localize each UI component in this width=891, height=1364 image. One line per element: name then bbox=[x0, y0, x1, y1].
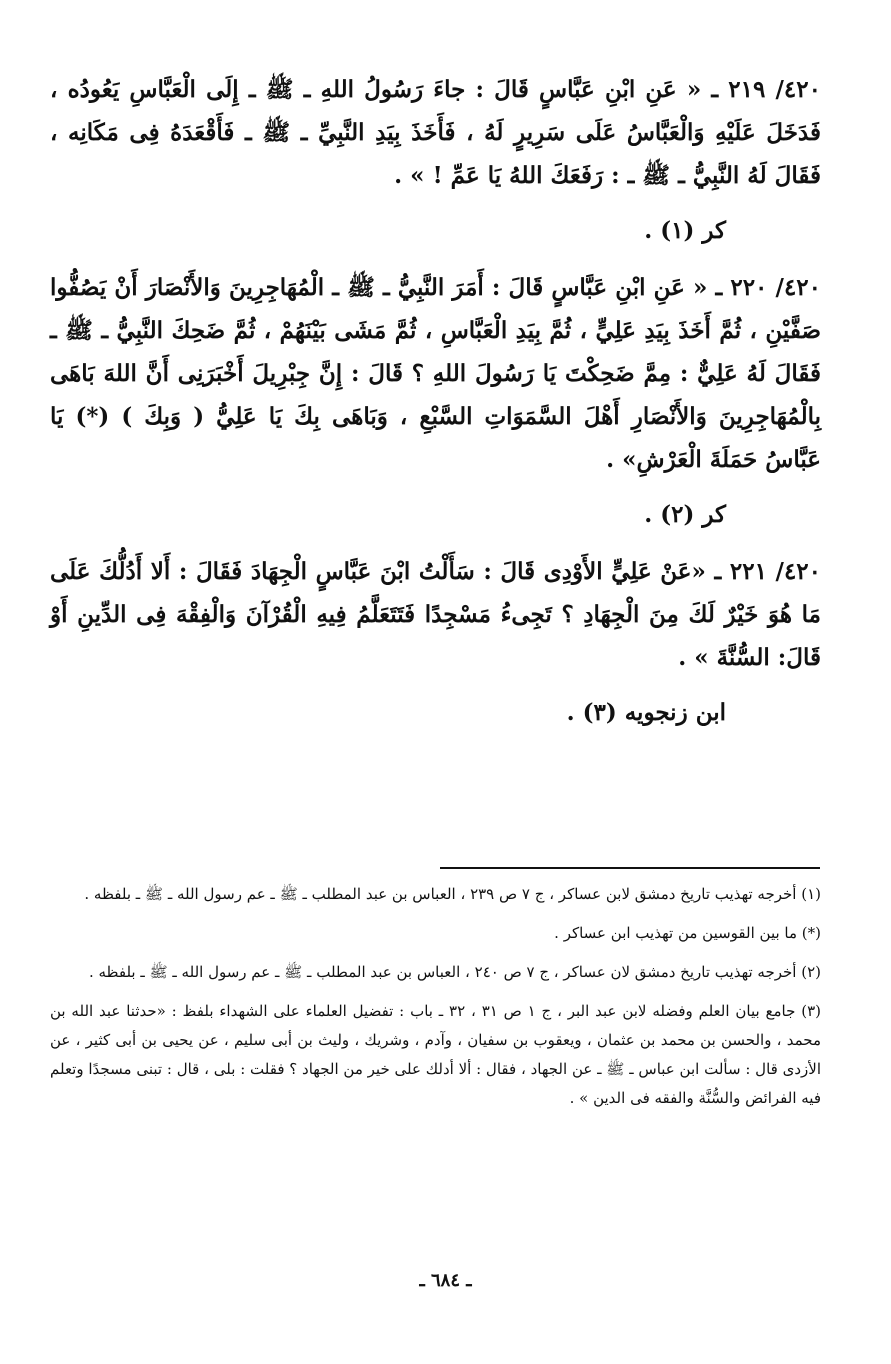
hadith-219: ٤٢٠/ ٢١٩ ـ « عَنِ ابْنِ عَبَّاسٍ قَالَ : جاءَ رَسُولُ اللهِ ـ ﷺ ـ إِلَى الْعَبَّاسِ يَعُودُه ، فَدَخَلَ عَلَيْهِ وَالْعَبَّاسُ عَلَى سَرِيرٍ لَهُ ، فَأَخَذَ بِيَدِ النَّبِيِّ ـ ﷺ ـ فَأَقْعَدَهُ فِى مَكَانِه ، فَقَالَ لَهُ النَّبِيُّ ـ ﷺ ـ : رَفَعَكَ اللهُ يَا عَمِّ ! » . bbox=[50, 76, 821, 189]
hadith-221-source: ابن زنجويه (٣) . bbox=[566, 699, 726, 726]
hadith-220-source: كر (٢) . bbox=[644, 501, 726, 528]
footnote-star: (*) ما بين القوسين من تهذيب ابن عساكر . bbox=[554, 924, 821, 942]
footnotes bbox=[50, 880, 821, 1123]
footnote-2: (٢) أخرجه تهذيب تاريخ دمشق لان عساكر ، ج ٧ ص ٢٤٠ ، العباس بن عبد المطلب ـ ﷺ ـ عم رسول الله ـ ﷺ ـ بلفظه . bbox=[88, 963, 821, 981]
footnote-1: (١) أخرجه تهذيب تاريخ دمشق لابن عساكر ، ج ٧ ص ٢٣٩ ، العباس بن عبد المطلب ـ ﷺ ـ عم رسول الله ـ ﷺ ـ بلفظه . bbox=[84, 885, 821, 903]
hadith-221: ٤٢٠/ ٢٢١ ـ «عَنْ عَلِيٍّ الأَوْدِى قَالَ : سَأَلْتُ ابْنَ عَبَّاسٍ الْجِهَادَ فَقَالَ : أَلا أَدُلُّكَ عَلَى مَا هُوَ خَيْرٌ لَكَ مِنَ الْجِهَادِ ؟ تَجِىءُ مَسْجِدًا فَتَتَعَلَّمُ فِيهِ الْقُرْآنَ وَالْفِقْهَ فِى الدِّينِ أَوْ قَالَ: السُّنَّةَ » . bbox=[50, 558, 821, 671]
hadith-220: ٤٢٠/ ٢٢٠ ـ « عَنِ ابْنِ عَبَّاسٍ قَالَ : أَمَرَ النَّبِيُّ ـ ﷺ ـ الْمُهَاجِرِينَ وَالأَنْصَارَ أَنْ يَصُفُّوا صَفَّيْنِ ، ثُمَّ أَخَذَ بِيَدِ عَلِيٍّ ، ثُمَّ بِيَدِ الْعَبَّاسِ ، ثُمَّ مَشَى بَيْنَهُمْ ، ثُمَّ ضَحِكَ النَّبِيُّ ـ ﷺ ـ فَقَالَ لَهُ عَلِيٌّ : مِمَّ ضَحِكْتَ يَا رَسُولَ اللهِ ؟ قَالَ : إِنَّ جِبْرِيلَ أَخْبَرَنِى أَنَّ اللهَ بَاهَى بِالْمُهَاجِرِينَ وَالأَنْصَارِ أَهْلَ السَّمَوَاتِ السَّبْعِ ، وَبَاهَى بِكَ يَا عَلِيُّ ( وَبِكَ ) (*) يَا عَبَّاسُ حَمَلَةَ الْعَرْشِ» . bbox=[50, 274, 821, 473]
main-text bbox=[50, 68, 821, 734]
page-number: ـ ٦٨٤ ـ bbox=[419, 1270, 472, 1291]
footnote-separator bbox=[440, 867, 820, 869]
footnote-3: (٣) جامع بيان العلم وفضله لابن عبد البر ، ج ١ ص ٣١ ، ٣٢ ـ باب : تفضيل العلماء على الشهداء بلفظ : «حدثنا عبد الله بن محمد ، والحسن بن محمد بن عثمان ، ويعقوب بن سفيان ، وآدم ، وشريك ، وليث بن أبى سليم ، عن يحيى بن أبى كثير ، عن الأزدى قال : سألت ابن عباس ـ ﷺ ـ عن الجهاد ، فقال : ألا أدلك على خير من الجهاد ؟ فقلت : بلى ، قال : تبنى مسجدًا وتعلم فيه الفرائض والسُّنَّة والفقه فى الدين » . bbox=[50, 1002, 821, 1107]
hadith-219-source: كر (١) . bbox=[644, 217, 726, 244]
